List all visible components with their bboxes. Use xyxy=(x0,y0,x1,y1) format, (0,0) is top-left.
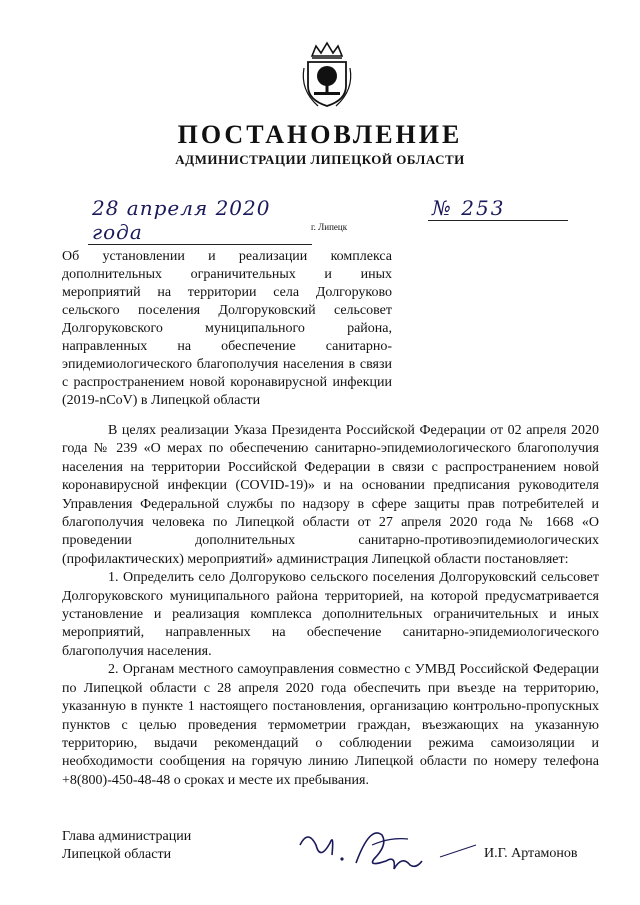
signatory-position-line2: Липецкой области xyxy=(62,847,172,862)
document-body xyxy=(62,422,599,790)
signatory-position xyxy=(62,828,191,864)
handwritten-signature xyxy=(290,815,480,877)
document-date: 28 апреля 2020 года xyxy=(88,196,312,245)
body-item-2: 2. Органам местного самоуправления совместно с УМВД Российской Федерации по Липецкой области с 28 апреля 2020 года обеспечить при въезде на территорию, указанную в пункте 1 настоящего постановления, организацию контрольно-пропускных пунктов с целью проведения термометрии граждан, въезжающих на указанную территорию, выдачи рекомендаций о соблюдении режима самоизоляции и необходимости сообщения на горячую линию Липецкой области по номеру телефона +8(800)-450-48-48 о сроках и месте их пребывания. xyxy=(62,662,599,788)
coat-of-arms-icon xyxy=(298,40,356,110)
signatory-position-line1: Глава администрации xyxy=(62,829,192,844)
document-subtitle: АДМИНИСТРАЦИИ ЛИПЕЦКОЙ ОБЛАСТИ xyxy=(175,152,465,167)
signatory-name: И.Г. Артамонов xyxy=(484,846,578,861)
document-subject: Об установлении и реализации комплекса дополнительных ограничительных и иных мероприятий на территории села Долгоруково сельского поселения Долгоруковский сельсовет Долгоруковского муниципального района, направленных на обеспечение санитарно-эпидемиологического благополучия населения в связи с распространением новой коронавирусной инфекции (2019-nCoV) в Липецкой области xyxy=(62,249,392,408)
body-preamble: В целях реализации Указа Президента Российской Федерации от 02 апреля 2020 года № 239 «О мерах по обеспечению санитарно-эпидемиологического благополучия населения на территории Российской Федерации в связи с распространением новой коронавирусной инфекции (COVID-19)» и на основании предписания руководителя Управления Федеральной службы по надзору в сфере защиты прав потребителей и благополучия человека по Липецкой области от 27 апреля 2020 года № 1668 «О проведении дополнительных санитарно-противоэпидемиологических (профилактических) мероприятий» администрация Липецкой области постановляет: xyxy=(62,423,599,567)
body-item-1: 1. Определить село Долгоруково сельского поселения Долгоруковский сельсовет Долгоруковского муниципального района территорией, на которой предусматривается установление и реализация комплекса дополнительных ограничительных и иных мероприятий, направленных на обеспечение санитарно-эпидемиологического благополучия населения. xyxy=(62,570,599,659)
document-city: г. Липецк xyxy=(311,222,348,232)
document-number: № 253 xyxy=(428,196,568,221)
document-title: ПОСТАНОВЛЕНИЕ xyxy=(177,120,463,149)
